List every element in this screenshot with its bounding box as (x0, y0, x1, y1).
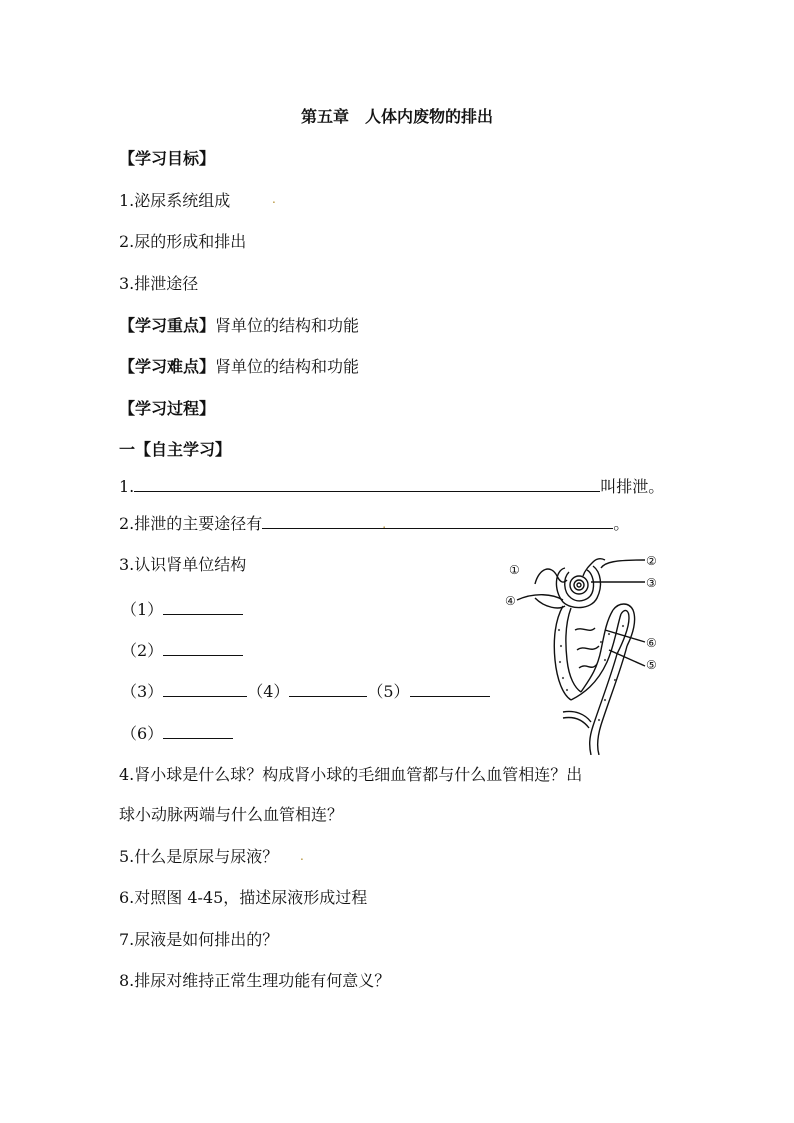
answer-blank[interactable] (134, 474, 600, 492)
goal-item: 1.泌尿系统组成 (119, 191, 231, 210)
key-text: 肾单位的结构和功能 (215, 316, 360, 335)
answer-blank[interactable] (163, 721, 233, 739)
key-label: 【学习重点】 (119, 316, 216, 335)
structure-blank-row: （6） (121, 721, 233, 745)
answer-blank[interactable] (289, 679, 367, 697)
question-8: 8.排尿对维持正常生理功能有何意义？ (119, 971, 391, 990)
goals-heading: 【学习目标】 (119, 149, 216, 168)
key-point (119, 315, 359, 337)
figure-label: ③ (646, 576, 657, 590)
question-1: 1. 叫排泄。 (119, 474, 664, 498)
self-study-heading: 一【自主学习】 (119, 440, 232, 459)
answer-blank[interactable] (163, 679, 247, 697)
difficult-text: 肾单位的结构和功能 (215, 357, 360, 376)
stray-mark: . (272, 192, 276, 206)
answer-blank[interactable] (163, 638, 243, 656)
figure-label: ⑤ (646, 658, 657, 672)
difficult-label: 【学习难点】 (119, 357, 216, 376)
structure-blank-row: （1） (121, 597, 243, 621)
figure-label: ④ (505, 594, 516, 608)
process-heading: 【学习过程】 (119, 399, 216, 418)
question-3: 3.认识肾单位结构 (119, 555, 247, 574)
structure-blank-row: （2） (121, 638, 243, 662)
structure-blank-row: （3） （4） （5） (121, 679, 490, 703)
answer-blank[interactable] (163, 597, 243, 615)
nephron-diagram (505, 550, 665, 755)
question-6: 6.对照图 4-45，描述尿液形成过程 (119, 888, 368, 907)
difficult-point (119, 356, 359, 378)
answer-blank[interactable] (410, 679, 490, 697)
goal-item: 3.排泄途径 (119, 274, 199, 293)
figure-label: ① (509, 563, 520, 577)
answer-blank[interactable]: . (262, 511, 613, 529)
question-5: 5.什么是原尿与尿液？ (119, 847, 279, 866)
question-2: 2.排泄的主要途径有 . 。 (119, 511, 629, 535)
figure-label: ⑥ (646, 636, 657, 650)
question-4-cont: 球小动脉两端与什么血管相连？ (119, 805, 344, 824)
goal-item: 2.尿的形成和排出 (119, 232, 247, 251)
question-4: 4.肾小球是什么球？构成肾小球的毛细血管都与什么血管相连？出 (119, 765, 583, 784)
stray-mark: . (300, 849, 304, 863)
figure-label: ② (646, 554, 657, 568)
question-7: 7.尿液是如何排出的？ (119, 930, 279, 949)
page-title: 第五章 人体内废物的排出 (300, 107, 493, 126)
